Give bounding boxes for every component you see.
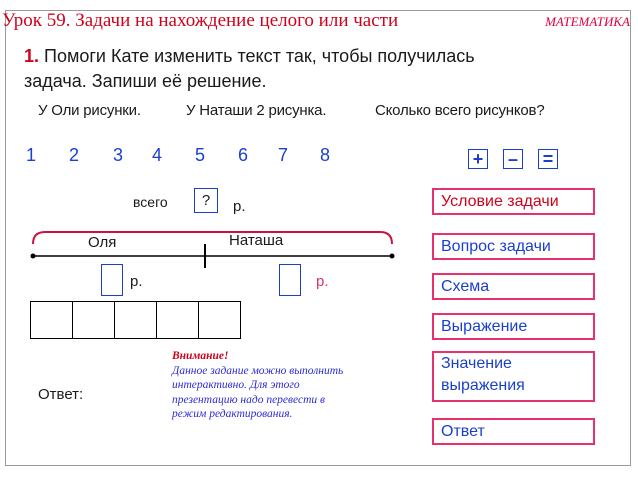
left-part-name: Оля [88, 234, 117, 251]
notice-line-1: Данное задание можно выполнить [172, 364, 344, 377]
digit-8[interactable]: 8 [320, 145, 331, 165]
digit-6[interactable]: 6 [238, 145, 249, 165]
notice-box [172, 349, 422, 422]
total-label: всего [133, 194, 168, 210]
subject-label: МАТЕМАТИКА [545, 14, 630, 29]
digit-3[interactable]: 3 [113, 145, 124, 165]
total-value-box[interactable]: ? [194, 188, 218, 213]
right-part-name: Наташа [229, 232, 284, 249]
task-number: 1. [24, 46, 40, 66]
solution-cell-3[interactable] [114, 301, 157, 339]
digit-1[interactable]: 1 [26, 145, 37, 165]
notice-heading: Внимание! [172, 350, 229, 362]
answer-label: Ответ: [38, 386, 84, 403]
plus-button[interactable]: + [468, 149, 488, 169]
solution-cell-4[interactable] [156, 301, 199, 339]
task-line-1: Помоги Кате изменить текст так, чтобы получилась [44, 46, 475, 66]
answer-button[interactable]: Ответ [432, 418, 595, 445]
variant-sentence-2: У Наташи 2 рисунка. [186, 102, 327, 119]
task-text [24, 44, 614, 94]
variant-sentence-1: У Оли рисунки. [38, 102, 141, 119]
condition-button[interactable]: Условие задачи [432, 188, 595, 215]
value-button-line-1: Значение [441, 355, 512, 372]
digit-4[interactable]: 4 [152, 145, 163, 165]
question-button[interactable]: Вопрос задачи [432, 233, 595, 260]
digit-7[interactable]: 7 [278, 145, 289, 165]
solution-cell-1[interactable] [30, 301, 73, 339]
value-button-line-2: выражения [441, 377, 525, 394]
minus-button[interactable]: – [503, 149, 523, 169]
task-line-2: задача. Запиши её решение. [24, 71, 267, 91]
expression-button[interactable]: Выражение [432, 313, 595, 340]
right-part-box[interactable] [279, 264, 301, 296]
notice-line-2: интерактивно. Для этого [172, 379, 300, 391]
left-part-unit: р. [130, 273, 143, 290]
equals-button[interactable]: = [538, 149, 558, 169]
variant-question: Сколько всего рисунков? [375, 102, 545, 119]
right-part-unit: р. [316, 273, 329, 290]
digit-5[interactable]: 5 [195, 145, 206, 165]
page-title: Урок 59. Задачи на нахождение целого или части [2, 10, 399, 31]
digit-2[interactable]: 2 [69, 145, 80, 165]
notice-line-4: режим редактирования. [172, 408, 293, 420]
solution-cell-5[interactable] [198, 301, 241, 339]
solution-cell-2[interactable] [72, 301, 115, 339]
notice-line-3: презентацию надо перевести в [172, 393, 326, 406]
left-part-box[interactable] [101, 264, 123, 296]
value-button[interactable] [432, 351, 595, 402]
scheme-button[interactable]: Схема [432, 273, 595, 300]
total-unit: р. [233, 198, 246, 215]
